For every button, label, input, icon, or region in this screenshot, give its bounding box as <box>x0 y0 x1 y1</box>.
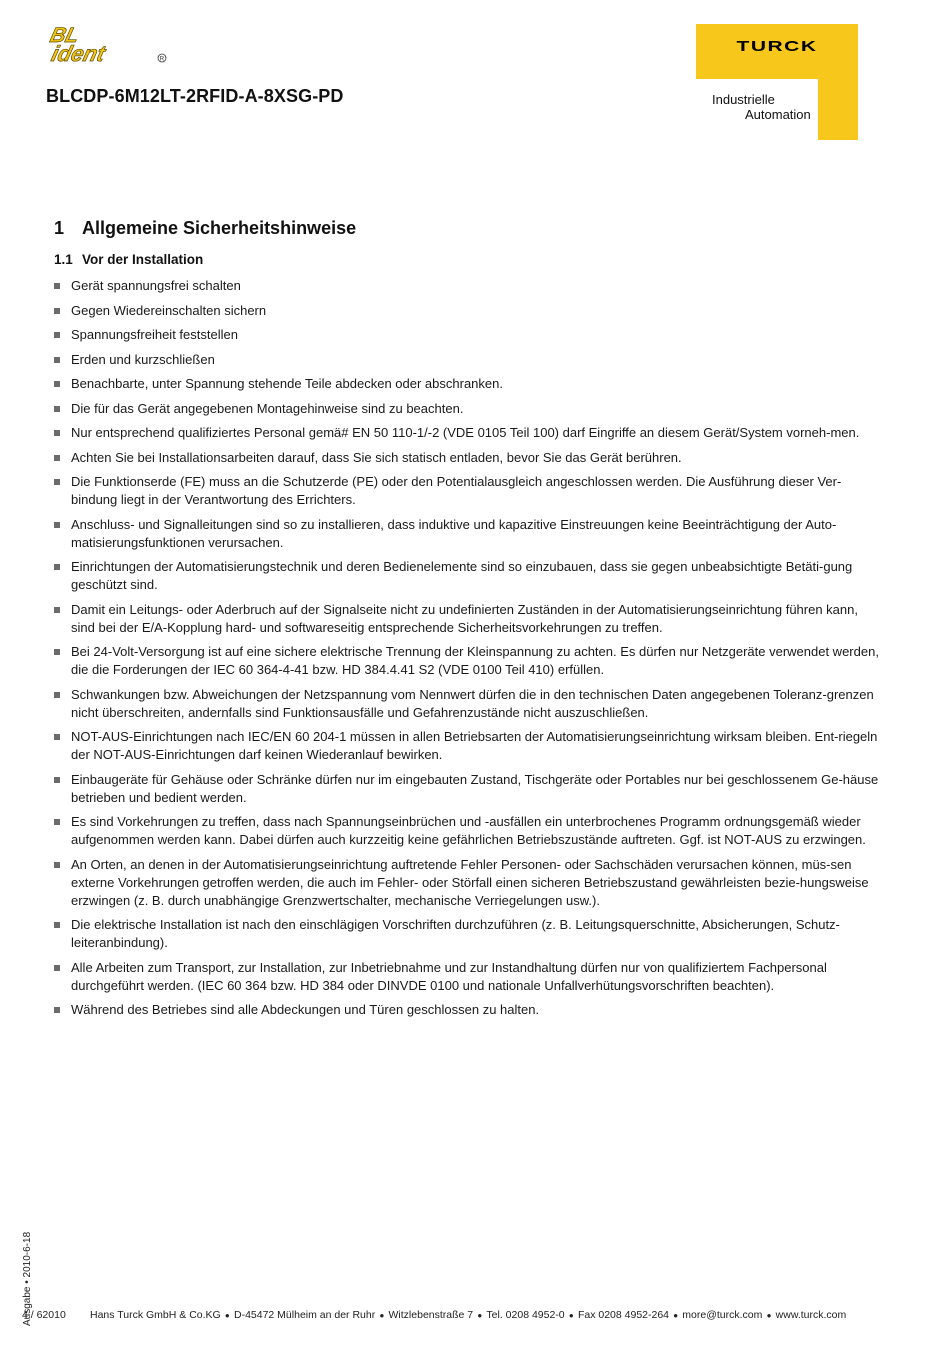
list-item <box>54 449 884 467</box>
turck-logo-bar <box>818 79 858 140</box>
footer-separator-icon: ● <box>566 1311 576 1320</box>
page-number: 4 / 62010 <box>22 1309 66 1321</box>
bullet-square-icon <box>54 922 60 928</box>
list-item-text: Alle Arbeiten zum Transport, zur Installation, zur Inbetriebnahme und zur Instandhaltung dürfen nur von qualifiziertem Fachpersonal durchgeführt werden. (IEC 60 364 bzw. HD 384 oder DINVDE 0100 und nationale Unfallverhütungsvorschriften beachten). <box>71 959 827 993</box>
list-item <box>54 424 884 442</box>
turck-wordmark: TURCK <box>736 38 818 55</box>
bullet-square-icon <box>54 283 60 289</box>
list-item <box>54 771 884 807</box>
edition-note: Ausgabe • 2010-6-18 <box>22 1231 33 1326</box>
svg-text:R: R <box>159 56 165 63</box>
list-item-text: Gegen Wiedereinschalten sichern <box>71 302 267 318</box>
bullet-square-icon <box>54 406 60 412</box>
list-item <box>54 643 884 679</box>
footer-item: www.turck.com <box>775 1309 847 1321</box>
bullet-square-icon <box>54 381 60 387</box>
svg-text:ident: ident <box>49 41 108 66</box>
bullet-square-icon <box>54 965 60 971</box>
list-item-text: Erden und kurzschließen <box>71 351 215 367</box>
list-item-text: Bei 24-Volt-Versorgung ist auf eine sichere elektrische Trennung der Kleinspannung zu achten. Es dürfen nur Netzgeräte verwendet werden, die die Forderungen der IEC 60 364-4-41 bzw. HD 384.4.41 S2 (VDE 0100 Teil 410) erfüllen. <box>71 644 879 677</box>
bullet-square-icon <box>54 479 60 485</box>
product-title: BLCDP-6M12LT-2RFID-A-8XSG-PD <box>46 86 344 106</box>
list-item <box>54 856 884 910</box>
list-item <box>54 351 884 369</box>
list-item-text: Während des Betriebes sind alle Abdeckungen und Türen geschlossen zu halten. <box>71 1002 540 1017</box>
list-item <box>54 375 884 393</box>
subsection-title: Vor der Installation <box>82 252 204 267</box>
bullet-square-icon <box>54 649 60 655</box>
list-item-text: Die elektrische Installation ist nach den einschlägigen Vorschriften durchzuführen (z. B. Leitungsquerschnitte, Absicherungen, Schutz-leiteranbindung). <box>71 917 840 950</box>
list-item-text: Anschluss- und Signalleitungen sind so zu installieren, dass induktive und kapazitive Einstreuungen keine Beeinträchtigung der Auto-matisierungsfunktionen verursachen. <box>71 516 837 550</box>
list-item <box>54 1001 884 1019</box>
list-item <box>54 959 884 995</box>
bullet-square-icon <box>54 1007 60 1013</box>
svg-text:BL: BL <box>47 23 82 47</box>
list-item <box>54 516 884 552</box>
bullet-square-icon <box>54 522 60 528</box>
list-item <box>54 473 884 509</box>
footer-separator-icon: ● <box>377 1311 387 1320</box>
list-item <box>54 302 884 320</box>
bullet-square-icon <box>54 607 60 613</box>
bullet-square-icon <box>54 357 60 363</box>
list-item-text: Damit ein Leitungs- oder Aderbruch auf der Signalseite nicht zu undefinierten Zuständen in der Automatisierungseinrichtung führen kann, sind bei der E/A-Kopplung hard- und softwareseitig entsprechende Sicherheitsvorkehrungen zu treffen. <box>71 601 858 635</box>
list-item-text: Einbaugeräte für Gehäuse oder Schränke dürfen nur im eingebauten Zustand, Tischgeräte oder Portables nur bei geschlossenem Ge-häuse betrieben und bedient werden. <box>71 771 879 805</box>
list-item-text: Benachbarte, unter Spannung stehende Teile abdecken oder abschranken. <box>71 376 503 391</box>
section-number: 1 <box>54 218 65 238</box>
bullet-square-icon <box>54 564 60 570</box>
list-item-text: Einrichtungen der Automatisierungstechnik und deren Bedienelemente sind so einzubauen, dass sie gegen unbeabsichtigte Betäti-gung geschützt sind. <box>71 559 853 592</box>
list-item <box>54 601 884 637</box>
list-item-text: Achten Sie bei Installationsarbeiten darauf, dass Sie sich statisch entladen, bevor Sie das Gerät berühren. <box>71 449 682 465</box>
list-item-text: Die für das Gerät angegebenen Montagehinweise sind zu beachten. <box>71 400 464 416</box>
safety-instructions-list <box>54 277 884 1026</box>
list-item-text: NOT-AUS-Einrichtungen nach IEC/EN 60 204-1 müssen in allen Betriebsarten der Automatisierungseinrichtung wirksam bleiben. Ent-riegeln der NOT-AUS-Einrichtungen darf keinen Wiederanlauf bewirken. <box>71 729 878 762</box>
footer-separator-icon: ● <box>671 1311 681 1320</box>
list-item-text: An Orten, an denen in der Automatisierungseinrichtung auftretende Fehler Personen- oder Sachschäden verursachen können, müs-sen externe Vorkehrungen getroffen werden, die auch im Fehler- oder Störfall einen sicheren Betriebszustand gewährleisten bezie-hungsweise erzwingen (z. B. durch unabhängige Grenzwertschalter, mechanische Verriegelungen usw.). <box>71 856 869 908</box>
bullet-square-icon <box>54 819 60 825</box>
list-item <box>54 728 884 764</box>
footer-item: Hans Turck GmbH & Co.KG <box>90 1309 221 1321</box>
bullet-square-icon <box>54 862 60 868</box>
footer-item: Tel. 0208 4952-0 <box>486 1309 565 1321</box>
footer-contact <box>90 1309 846 1321</box>
turck-subtitle-line1: Industrielle <box>712 92 775 107</box>
list-item-text: Spannungsfreiheit feststellen <box>71 327 238 342</box>
bullet-square-icon <box>54 332 60 338</box>
list-item <box>54 813 884 849</box>
footer-item: Fax 0208 4952-264 <box>577 1309 670 1321</box>
subsection-heading <box>54 252 203 267</box>
subsection-number: 1.1 <box>54 252 73 267</box>
list-item-text: Gerät spannungsfrei schalten <box>71 278 241 293</box>
list-item <box>54 326 884 344</box>
footer-separator-icon: ● <box>764 1311 774 1320</box>
footer-item: Witzlebenstraße 7 <box>388 1309 474 1321</box>
bullet-square-icon <box>54 692 60 698</box>
list-item <box>54 558 884 594</box>
list-item <box>54 686 884 722</box>
bullet-square-icon <box>54 777 60 783</box>
bullet-square-icon <box>54 308 60 314</box>
footer-item: more@turck.com <box>682 1309 763 1321</box>
footer <box>22 1309 922 1321</box>
bullet-square-icon <box>54 734 60 740</box>
bl-ident-logo <box>46 22 172 66</box>
section-heading <box>54 218 356 239</box>
bullet-square-icon <box>54 430 60 436</box>
list-item-text: Nur entsprechend qualifiziertes Personal gemä# EN 50 110-1/-2 (VDE 0105 Teil 100) darf Eingriffe an diesem Gerät/System vorneh-men. <box>71 425 860 440</box>
turck-subtitle-line2: Automation <box>745 107 811 122</box>
section-title: Allgemeine Sicherheitshinweise <box>82 218 357 238</box>
footer-item: D-45472 Mülheim an der Ruhr <box>233 1309 376 1321</box>
list-item-text: Es sind Vorkehrungen zu treffen, dass nach Spannungseinbrüchen und -ausfällen ein unterbrochenes Programm ordnungsgemäß wieder aufgenommen werden kann. Dabei dürfen auch kurzzeitig keine gefährlichen Betriebszustände auftreten. Ggf. ist NOT-AUS zu erzwingen. <box>71 814 866 847</box>
turck-logo <box>696 24 858 140</box>
footer-separator-icon: ● <box>222 1311 232 1320</box>
list-item <box>54 916 884 952</box>
list-item <box>54 277 884 295</box>
list-item-text: Die Funktionserde (FE) muss an die Schutzerde (PE) oder den Potentialausgleich angeschlossen werden. Die Ausführung dieser Ver-bindung liegt in der Verantwortung des Errichters. <box>71 474 842 507</box>
footer-separator-icon: ● <box>475 1311 485 1320</box>
list-item <box>54 400 884 418</box>
list-item-text: Schwankungen bzw. Abweichungen der Netzspannung vom Nennwert dürfen die in den technischen Daten angegebenen Toleranz-grenzen nicht überschreiten, andernfalls sind Funktionsausfälle und Gefahrenzustände nicht auszuschließen. <box>71 686 874 720</box>
bullet-square-icon <box>54 455 60 461</box>
